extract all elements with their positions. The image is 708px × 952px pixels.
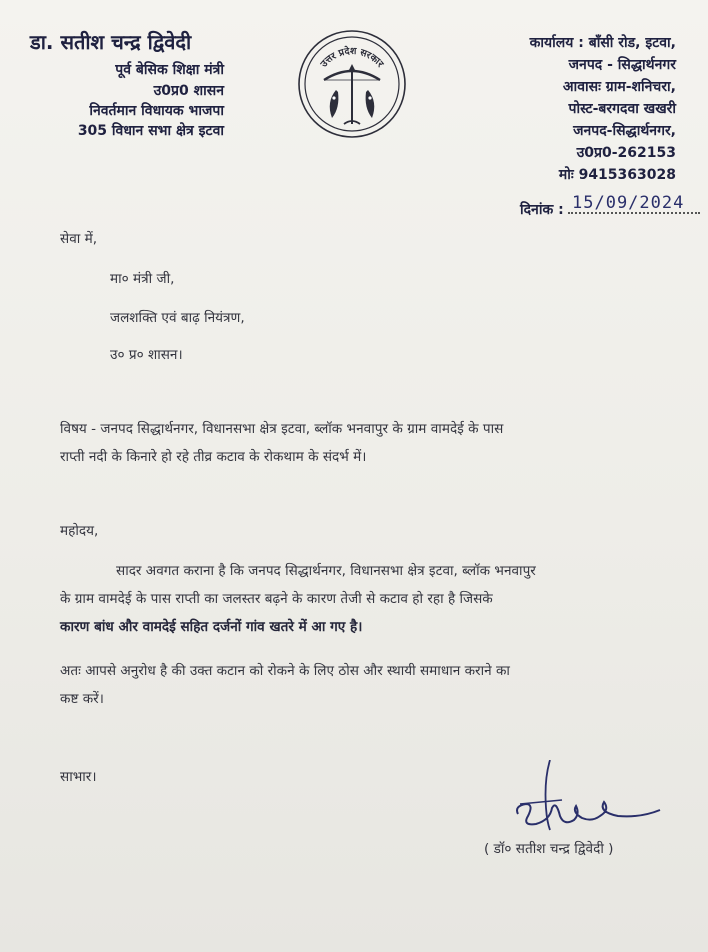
addressee-line-3: उ० प्र० शासन। xyxy=(110,347,183,363)
addressee-line-2: जलशक्ति एवं बाढ़ नियंत्रण, xyxy=(110,310,245,326)
up-government-emblem-icon xyxy=(296,28,408,140)
residence-address-line-1: आवासः ग्राम-शनिचरा, xyxy=(562,79,676,95)
paragraph-2-line-2: कष्ट करें। xyxy=(60,691,104,707)
greeting: महोदय, xyxy=(60,523,99,539)
paragraph-1-line-2: के ग्राम वामदेई के पास राप्ती का जलस्तर बढ़ने के कारण तेजी से कटाव हो रहा है जिसके xyxy=(60,591,493,607)
paragraph-1-line-3: कारण बांध और वामदेई सहित दर्जनों गांव खतरे में आ गए है। xyxy=(60,619,363,635)
closing: साभार। xyxy=(60,769,97,785)
subject-line-1: विषय - जनपद सिद्धार्थनगर, विधानसभा क्षेत्र इटवा, ब्लॉक भनवापुर के ग्राम वामदेई के पास xyxy=(60,421,504,437)
paragraph-2-line-1: अतः आपसे अनुरोध है की उक्त कटान को रोकने के लिए ठोस और स्थायी समाधान कराने का xyxy=(60,663,510,679)
sender-name: डा. सतीश चन्द्र द्विवेदी xyxy=(30,30,192,54)
office-address-line-2: जनपद - सिद्धार्थनगर xyxy=(568,57,676,73)
residence-address-line-2: पोस्ट-बरगदवा खखरी xyxy=(568,101,676,117)
mobile-number: मोः 9415363028 xyxy=(558,167,676,183)
date-value: 15/09/2024 xyxy=(572,193,685,213)
date-label: दिनांक : xyxy=(520,202,564,218)
salutation: सेवा में, xyxy=(60,231,98,247)
paragraph-1-line-1: सादर अवगत कराना है कि जनपद सिद्धार्थनगर, विधानसभा क्षेत्र इटवा, ब्लॉक भनवापुर xyxy=(116,563,536,579)
emblem-text: उत्तर प्रदेश सरकार xyxy=(318,45,386,70)
signatory-name: ( डॉ० सतीश चन्द्र द्विवेदी ) xyxy=(484,841,614,857)
sender-designation-2: उ0प्र0 शासन xyxy=(153,83,224,99)
sender-designation-1: पूर्व बेसिक शिक्षा मंत्री xyxy=(115,62,224,78)
pincode: उ0प्र0-262153 xyxy=(576,145,676,161)
office-address-line-1: कार्यालय : बाँसी रोड, इटवा, xyxy=(529,35,676,51)
subject-line-2: राप्ती नदी के किनारे हो रहे तीव्र कटाव के रोकथाम के संदर्भ में। xyxy=(60,449,367,465)
residence-address-line-3: जनपद-सिद्धार्थनगर, xyxy=(573,123,676,139)
sender-designation-3: निवर्तमान विधायक भाजपा xyxy=(89,103,224,119)
sender-constituency: 305 विधान सभा क्षेत्र इटवा xyxy=(77,123,224,139)
signature-image xyxy=(500,760,670,840)
addressee-line-1: मा० मंत्री जी, xyxy=(110,271,175,287)
